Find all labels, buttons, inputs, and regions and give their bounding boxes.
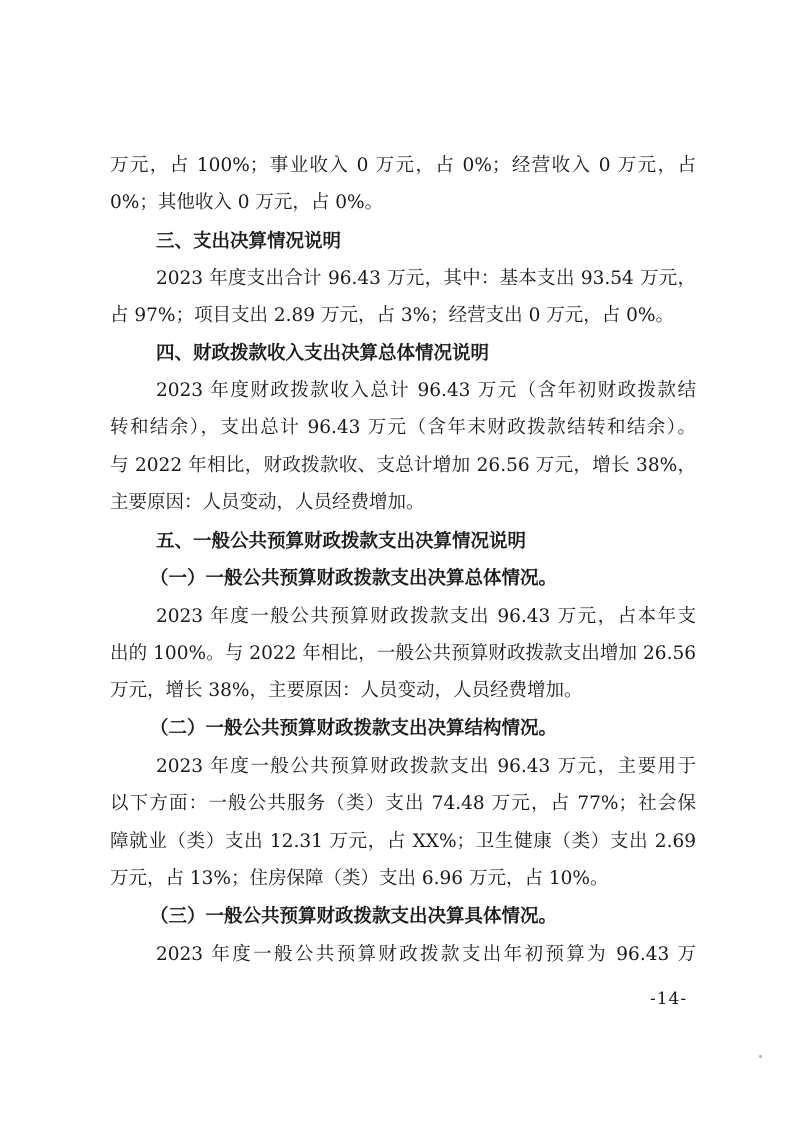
- paragraph-line: 以下方面：一般公共服务（类）支出 74.48 万元，占 77%；社会保: [110, 793, 696, 814]
- paragraph-line: 2023 年度一般公共预算财政拨款支出 96.43 万元，占本年支: [156, 606, 696, 627]
- paragraph-line: 障就业（类）支出 12.31 万元，占 XX%；卫生健康（类）支出 2.69: [110, 831, 696, 852]
- paragraph-line: 2023 年度一般公共预算财政拨款支出 96.43 万元，主要用于: [156, 756, 696, 777]
- paragraph-line: 2023 年度支出合计 96.43 万元，其中：基本支出 93.54 万元，: [156, 268, 696, 289]
- subsection-heading-3: （三）一般公共预算财政拨款支出决算具体情况。: [150, 906, 558, 927]
- paragraph-line: 2023 年度一般公共预算财政拨款支出年初预算为 96.43 万: [156, 944, 696, 965]
- page-number: -14-: [650, 989, 688, 1009]
- paragraph-line: 与 2022 年相比，财政拨款收、支总计增加 26.56 万元，增长 38%，: [110, 455, 696, 476]
- section-heading-5: 五、一般公共预算财政拨款支出决算情况说明: [156, 531, 527, 552]
- paragraph-line: 主要原因：人员变动，人员经费增加。: [110, 492, 425, 513]
- paragraph-line: 2023 年度财政拨款收入总计 96.43 万元（含年初财政拨款结: [156, 380, 696, 401]
- paragraph-line: 0%；其他收入 0 万元，占 0%。: [110, 192, 384, 213]
- paragraph-line: 万元，增长 38%，主要原因：人员变动，人员经费增加。: [110, 680, 583, 701]
- paragraph-line: 万元，占 13%；住房保障（类）支出 6.96 万元，占 10%。: [110, 868, 609, 889]
- subsection-heading-1: （一）一般公共预算财政拨款支出决算总体情况。: [150, 568, 558, 589]
- subsection-heading-2: （二）一般公共预算财政拨款支出决算结构情况。: [150, 718, 558, 739]
- scan-speck: [759, 1055, 762, 1058]
- paragraph-line: 出的 100%。与 2022 年相比，一般公共预算财政拨款支出增加 26.56: [110, 643, 696, 664]
- paragraph-line: 占 97%；项目支出 2.89 万元，占 3%；经营支出 0 万元，占 0%。: [110, 305, 674, 326]
- section-heading-3: 三、支出决算情况说明: [156, 231, 342, 252]
- paragraph-line: 转和结余），支出总计 96.43 万元（含年末财政拨款结转和结余）。: [110, 417, 696, 438]
- paragraph-line: 万元，占 100%；事业收入 0 万元，占 0%；经营收入 0 万元，占: [110, 155, 696, 176]
- section-heading-4: 四、财政拨款收入支出决算总体情况说明: [156, 343, 490, 364]
